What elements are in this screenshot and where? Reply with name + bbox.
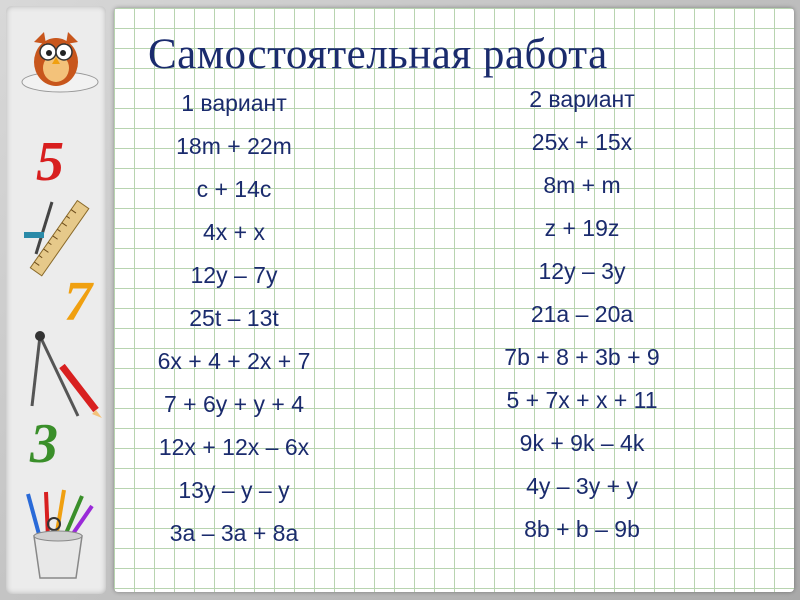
variant-2-item: 5 + 7x + x + 11 [506, 387, 658, 413]
variant-1-item: c + 14c [196, 176, 272, 202]
decorative-sidebar [6, 6, 106, 594]
variant-2-column [482, 84, 682, 557]
variant-1-item: 12y – 7y [190, 262, 278, 288]
variant-2-item: 9k + 9k – 4k [519, 430, 645, 456]
decorative-digit-three: 3 [30, 413, 58, 475]
variant-2-item: z + 19z [544, 215, 620, 241]
variant-2-item: 8b + b – 9b [524, 516, 640, 542]
variant-2-item: 4y – 3y + y [526, 473, 638, 499]
pencil-cup-icon [20, 488, 100, 584]
variant-1-heading: 1 вариант [181, 90, 287, 116]
slide-title: Самостоятельная работа [148, 31, 608, 78]
variant-1-item: 25t – 13t [189, 305, 279, 331]
variant-1-item: 18m + 22m [176, 133, 292, 159]
decorative-digit-five: 5 [36, 131, 64, 193]
variant-2-item: 8m + m [543, 172, 621, 198]
variant-1-item: 3a – 3a + 8a [169, 520, 299, 546]
variant-1-item: 13y – y – y [178, 477, 290, 503]
compass-icon [18, 326, 104, 426]
variant-2-item: 12y – 3y [538, 258, 626, 284]
variant-2-item: 7b + 8 + 3b + 9 [504, 344, 660, 370]
variant-1-item: 7 + 6y + y + 4 [163, 391, 304, 417]
variant-1-column [134, 88, 334, 561]
variant-2-item: 21a – 20a [530, 301, 634, 327]
variant-2-heading: 2 вариант [529, 86, 635, 112]
variant-2-item: 25x + 15x [531, 129, 633, 155]
variant-1-item: 4x + x [202, 219, 265, 245]
owl-teacher-icon [16, 24, 102, 96]
variant-1-item: 12x + 12x – 6x [158, 434, 310, 460]
variant-1-item: 6x + 4 + 2x + 7 [157, 348, 311, 374]
decorative-digit-seven: 7 [64, 271, 92, 333]
